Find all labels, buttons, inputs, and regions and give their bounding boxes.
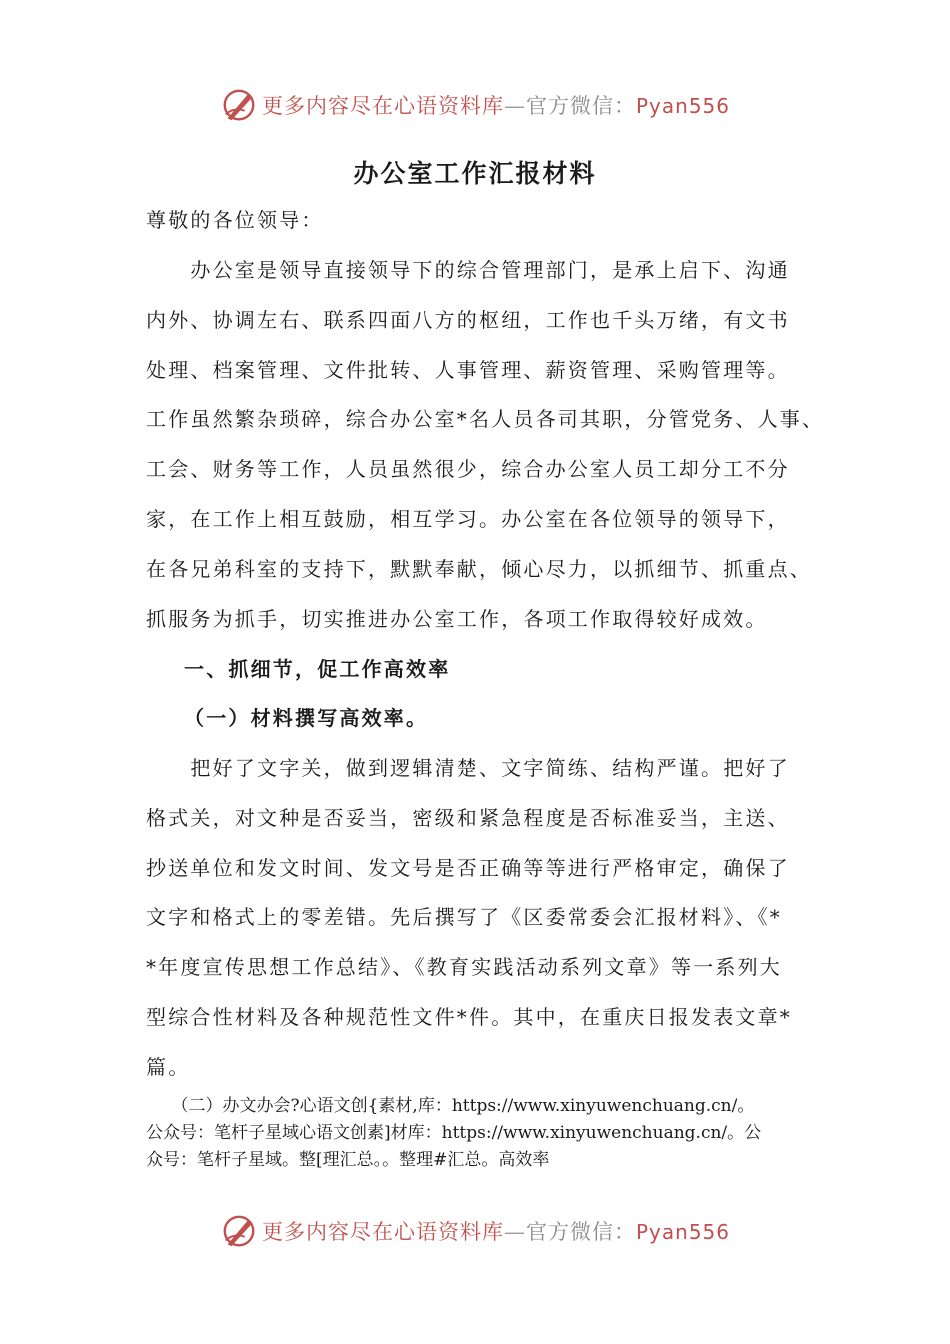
salutation: 尊敬的各位领导：	[146, 208, 324, 232]
text-line: 工会、财务等工作，人员虽然很少，综合办公室人员工却分工不分	[146, 457, 790, 482]
small-text-block	[146, 1093, 761, 1174]
text-line: 文字和格式上的零差错。先后撰写了《区委常委会汇报材料》、《*	[146, 905, 782, 930]
pen-logo-icon	[220, 86, 258, 124]
footer-watermark-banner	[0, 1209, 950, 1253]
text-line: 抓服务为抓手，切实推进办公室工作，各项工作取得较好成效。	[146, 606, 768, 631]
text-line: 处理、档案管理、文件批转、人事管理、薪资管理、采购管理等。	[146, 357, 790, 382]
text-line: 篇。	[146, 1054, 191, 1079]
text-line: 型综合性材料及各种规范性文件*件。其中，在重庆日报发表文章*	[146, 1004, 792, 1029]
text-line: 抄送单位和发文时间、发文号是否正确等等进行严格审定，确保了	[146, 855, 790, 880]
text-line: 办公室是领导直接领导下的综合管理部门，是承上启下、沟通	[146, 258, 790, 282]
banner-text: 更多内容尽在心语资料库—官方微信：Pyan556	[261, 1220, 730, 1244]
text-line: 格式关，对文种是否妥当，密级和紧急程度是否标准妥当，主送、	[146, 805, 790, 830]
banner-text: 更多内容尽在心语资料库—官方微信：Pyan556	[261, 94, 730, 118]
text-line: 公众号：笔杆子星域心语文创素]材库：https://www.xinyuwenchuang.cn/。公	[146, 1123, 762, 1143]
header-watermark-banner	[0, 83, 950, 127]
subsection-heading: （一）材料撰写高效率。	[184, 706, 429, 730]
text-line: （二）办文办会?心语文创{素材,库：https://www.xinyuwenchuang.cn/。	[146, 1096, 755, 1116]
text-line: 把好了文字关，做到逻辑清楚、文字简练、结构严谨。把好了	[146, 756, 790, 780]
text-line: *年度宣传思想工作总结》、《教育实践活动系列文章》等一系列大	[146, 955, 782, 980]
text-line: 在各兄弟科室的支持下，默默奉献，倾心尽力，以抓细节、抓重点、	[146, 556, 812, 581]
section-heading: 一、抓细节，促工作高效率	[184, 657, 451, 681]
text-line: 工作虽然繁杂琐碎，综合办公室*名人员各司其职，分管党务、人事、	[146, 407, 825, 432]
pen-logo-icon	[220, 1212, 258, 1250]
body-paragraph	[146, 744, 826, 1093]
document-title: 办公室工作汇报材料	[353, 159, 597, 188]
intro-paragraph	[146, 246, 826, 644]
text-line: 内外、协调左右、联系四面八方的枢纽，工作也千头万绪，有文书	[146, 307, 790, 332]
text-line: 众号：笔杆子星域。整[理汇总。。整理#汇总。高效率	[146, 1150, 550, 1170]
text-line: 家，在工作上相互鼓励，相互学习。办公室在各位领导的领导下，	[146, 506, 790, 531]
